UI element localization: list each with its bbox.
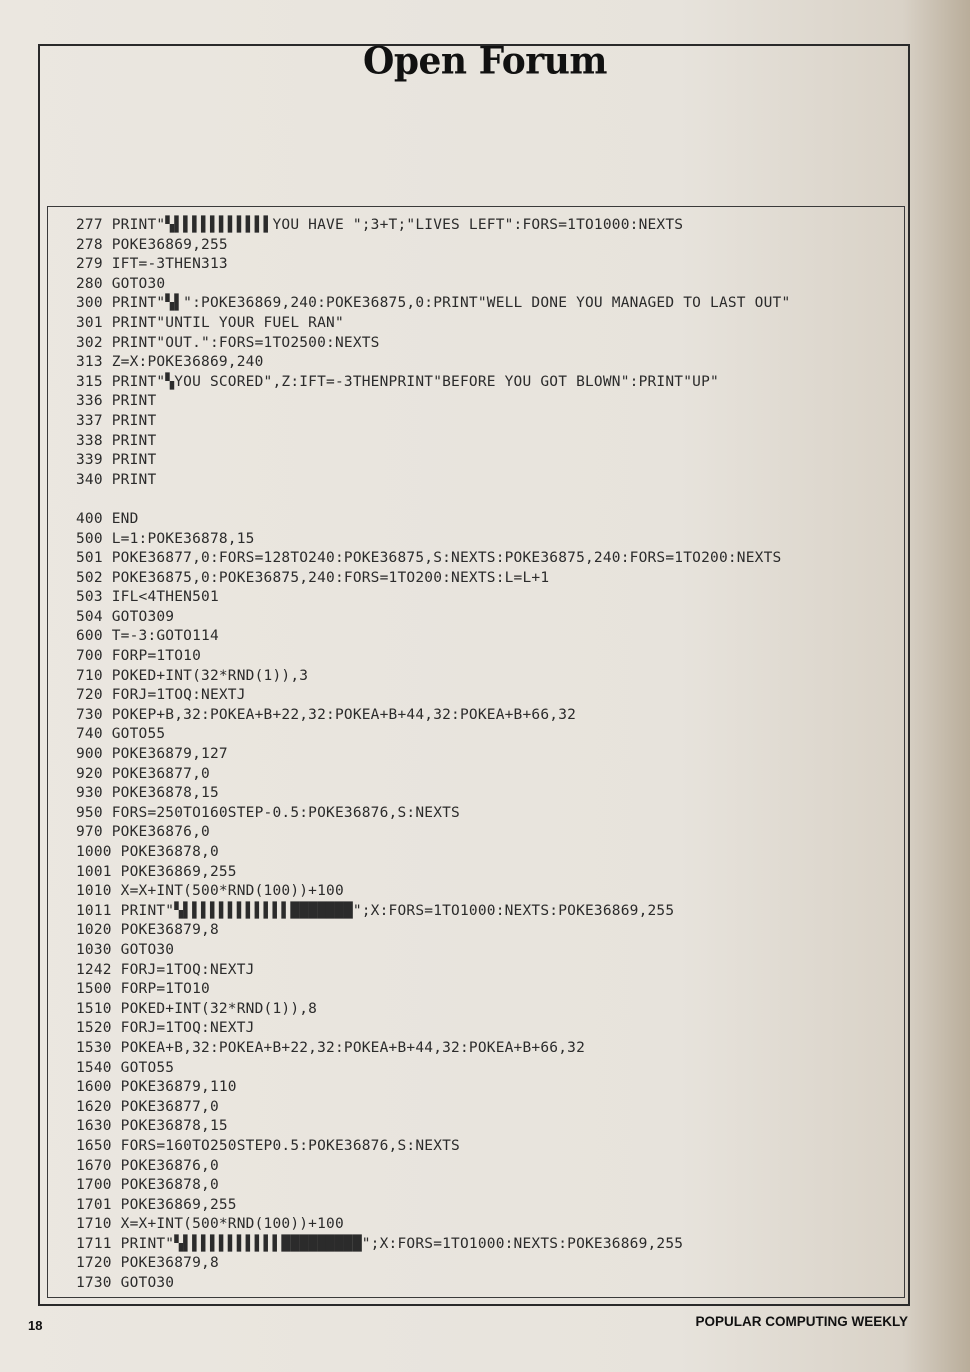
code-line: 1600 POKE36879,110 — [76, 1079, 237, 1096]
code-line: 920 POKE36877,0 — [76, 765, 210, 782]
code-line: 300 PRINT"▚▌":POKE36869,240:POKE36875,0:PRINT"WELL DONE YOU MANAGED TO LAST OUT" — [76, 295, 791, 312]
page-title: Open Forum — [363, 38, 607, 84]
code-line: 1730 GOTO30 — [76, 1275, 175, 1292]
code-line: 315 PRINT"▚YOU SCORED",Z:IFT=-3THENPRINT"BEFORE YOU GOT BLOWN":PRINT"UP" — [76, 373, 719, 390]
code-line: 302 PRINT"OUT.":FORS=1TO2500:NEXTS — [76, 334, 380, 351]
code-line: 278 POKE36869,255 — [76, 236, 228, 253]
publication-name: POPULAR COMPUTING WEEKLY — [695, 1314, 908, 1329]
code-line: 504 GOTO309 — [76, 608, 175, 625]
code-line: 502 POKE36875,0:POKE36875,240:FORS=1TO200:NEXTS:L=L+1 — [76, 569, 550, 586]
code-line: 1510 POKED+INT(32*RND(1)),8 — [76, 1000, 318, 1017]
code-line: 1500 FORP=1TO10 — [76, 981, 210, 998]
code-line: 1711 PRINT"▚▌▌▌▌▌▌▌▌▌▌▌█████████";X:FORS=1TO1000:NEXTS:POKE36869,255 — [76, 1235, 684, 1252]
code-line: 1720 POKE36879,8 — [76, 1255, 219, 1272]
code-line: 1701 POKE36869,255 — [76, 1196, 237, 1213]
code-line: 600 T=-3:GOTO114 — [76, 628, 219, 645]
code-line: 1010 X=X+INT(500*RND(100))+100 — [76, 883, 344, 900]
code-line: 339 PRINT — [76, 452, 157, 469]
code-line: 1001 POKE36869,255 — [76, 863, 237, 880]
code-line: 1650 FORS=160TO250STEP0.5:POKE36876,S:NEXTS — [76, 1137, 460, 1154]
code-line: 280 GOTO30 — [76, 275, 166, 292]
code-line: 277 PRINT"▚▌▌▌▌▌▌▌▌▌▌▌YOU HAVE ";3+T;"LIVES LEFT":FORS=1TO1000:NEXTS — [76, 217, 684, 233]
code-line: 1520 FORJ=1TOQ:NEXTJ — [76, 1020, 255, 1037]
code-line: 503 IFL<4THEN501 — [76, 589, 219, 606]
code-line: 740 GOTO55 — [76, 726, 166, 743]
code-line: 710 POKED+INT(32*RND(1)),3 — [76, 667, 309, 684]
code-line: 500 L=1:POKE36878,15 — [76, 530, 255, 547]
code-line: 501 POKE36877,0:FORS=128TO240:POKE36875,S:NEXTS:POKE36875,240:FORS=1TO200:NEXTS — [76, 550, 782, 567]
code-line: 930 POKE36878,15 — [76, 785, 219, 802]
code-line: 338 PRINT — [76, 432, 157, 449]
code-line: 970 POKE36876,0 — [76, 824, 210, 841]
code-line — [76, 490, 896, 510]
code-line: 279 IFT=-3THEN313 — [76, 256, 228, 273]
code-line: 1700 POKE36878,0 — [76, 1177, 219, 1194]
code-line: 1540 GOTO55 — [76, 1059, 175, 1076]
code-line: 1710 X=X+INT(500*RND(100))+100 — [76, 1216, 344, 1233]
basic-program-listing — [76, 216, 896, 1294]
code-line: 337 PRINT — [76, 412, 157, 429]
code-line: 1011 PRINT"▚▌▌▌▌▌▌▌▌▌▌▌▌███████";X:FORS=1TO1000:NEXTS:POKE36869,255 — [76, 902, 675, 919]
code-line: 1670 POKE36876,0 — [76, 1157, 219, 1174]
page-number: 18 — [28, 1318, 43, 1333]
code-line: 730 POKEP+B,32:POKEA+B+22,32:POKEA+B+44,32:POKEA+B+66,32 — [76, 706, 577, 723]
code-line: 340 PRINT — [76, 471, 157, 488]
code-line: 1530 POKEA+B,32:POKEA+B+22,32:POKEA+B+44,32:POKEA+B+66,32 — [76, 1039, 585, 1056]
code-line: 700 FORP=1TO10 — [76, 648, 202, 665]
code-line: 1620 POKE36877,0 — [76, 1098, 219, 1115]
code-line: 720 FORJ=1TOQ:NEXTJ — [76, 687, 246, 704]
code-line: 900 POKE36879,127 — [76, 746, 228, 763]
code-line: 313 Z=X:POKE36869,240 — [76, 354, 264, 371]
code-line: 301 PRINT"UNTIL YOUR FUEL RAN" — [76, 314, 344, 331]
code-line: 1630 POKE36878,15 — [76, 1118, 228, 1135]
code-line: 1242 FORJ=1TOQ:NEXTJ — [76, 961, 255, 978]
code-line: 1020 POKE36879,8 — [76, 922, 219, 939]
code-line: 400 END — [76, 510, 139, 527]
code-line: 950 FORS=250TO160STEP-0.5:POKE36876,S:NEXTS — [76, 804, 460, 821]
code-line: 1000 POKE36878,0 — [76, 844, 219, 860]
code-line: 336 PRINT — [76, 393, 157, 410]
code-line: 1030 GOTO30 — [76, 941, 175, 958]
